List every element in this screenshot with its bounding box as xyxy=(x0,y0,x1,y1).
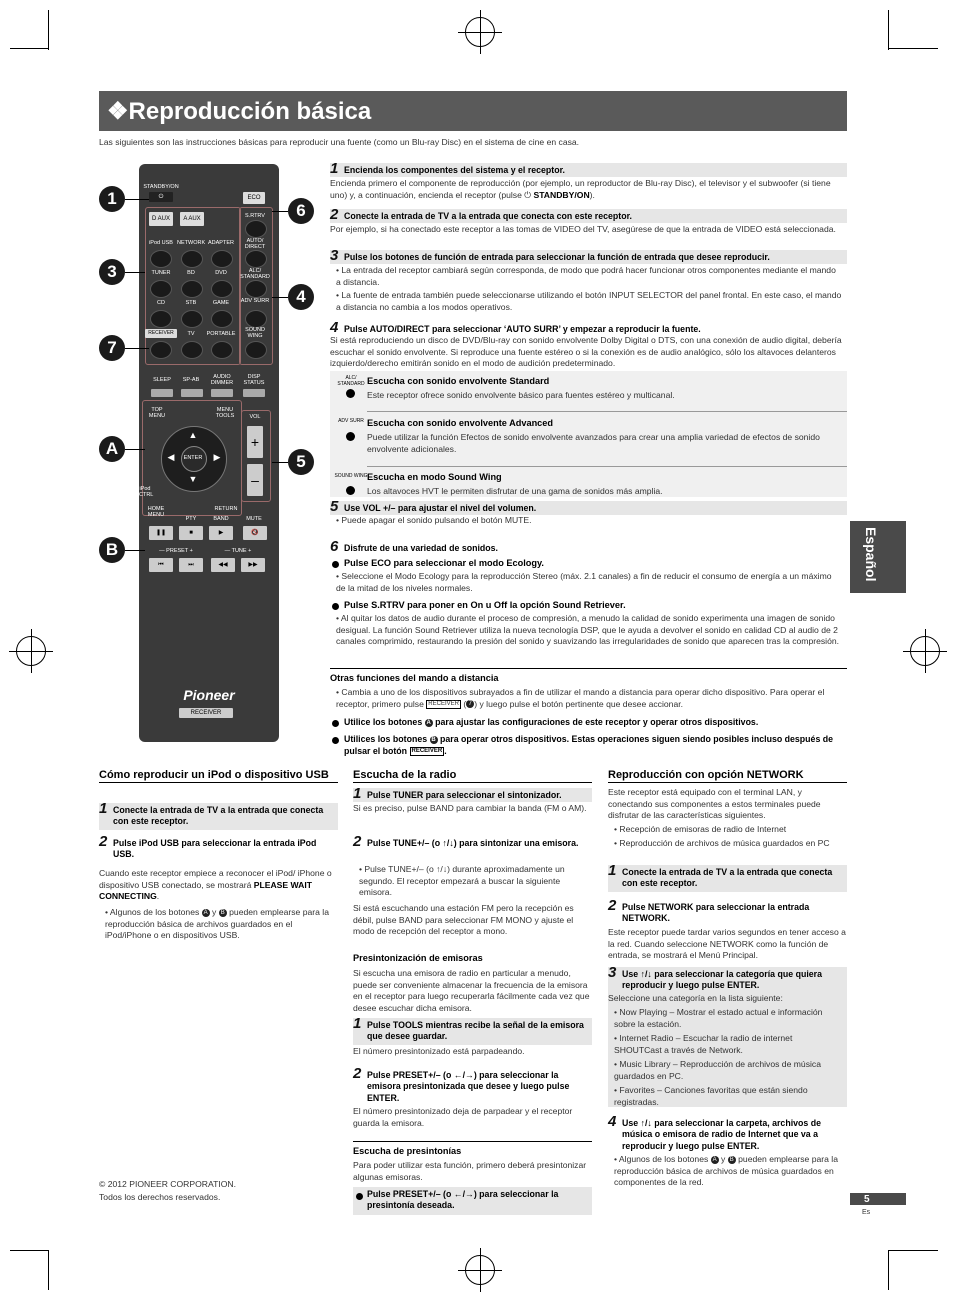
step-title: Pulse PRESET+/– (o ←/→) para seleccionar la presintonía deseada. xyxy=(367,1189,559,1211)
step-1-text: Encienda primero el componente de reproducción (por ejemplo, un reproductor de Blu-ray Disc), el televisor y el subwoofer (si tiene uno) y, a continuación, encienda el receptor (pulse xyxy=(330,178,831,200)
network-bullet-text: pueden emplearse para la reproducción básica de archivos de música guardados en componentes de la red. xyxy=(614,1154,838,1188)
remote-label: MENU TOOLS xyxy=(215,407,235,419)
mode-title: Escucha con sonido envolvente Advanced xyxy=(367,418,554,428)
badge-b-icon: B xyxy=(729,1156,734,1163)
ipod-usb-button xyxy=(150,250,172,268)
mode-button-icon xyxy=(346,389,355,398)
remote-label: ADV SURR xyxy=(240,298,270,304)
step-number: 2 xyxy=(608,897,617,914)
spab-button xyxy=(181,389,203,397)
preset-step-1-body: El número presintonizado está parpadeando. xyxy=(353,1046,525,1056)
callout-7: 7 xyxy=(99,335,125,361)
step-number: 1 xyxy=(353,785,362,802)
step-3 xyxy=(330,247,847,264)
otras-bullet-tail: y luego pulse el botón pertinente que desee accionar. xyxy=(479,698,684,709)
remote-label: SLEEP xyxy=(153,377,171,383)
srtrv-body-text: Al quitar los datos de audio durante el proceso de compresión, a menudo la calidad de sonido experimenta una imagen de sonido desigual. La función Sound Retriever utiliza la nueva tecnología DSP, que le ayuda a devolver el sonido en calidad CD al audio de 2 canales comprimido, restaurando la presión del sonido y suavizando las irregularidades de sonido que aparecen tras la compresión. xyxy=(336,613,840,647)
remote-label: ADAPTER xyxy=(208,240,234,246)
page-number: 5 xyxy=(864,1194,870,1205)
arrow-left-icon: ◀ xyxy=(167,452,175,462)
ipod-body-text: Cuando este receptor empiece a reconocer el iPod/ iPhone o dispositivo USB conectado, se mostrará xyxy=(99,868,332,890)
registration-mark xyxy=(465,1255,495,1285)
otras-item-text: Utilices los botones xyxy=(344,734,428,744)
network-bullet-text: Algunos de los botones xyxy=(618,1154,709,1164)
remote-label: AUTO/ DIRECT xyxy=(244,238,266,250)
step-title: Encienda los componentes del sistema y el receptor. xyxy=(344,165,565,175)
step-5-bullet-text: Puede apagar el sonido pulsando el botón MUTE. xyxy=(341,515,532,525)
remote-label: iPod USB xyxy=(149,240,173,246)
language-tab xyxy=(850,521,906,593)
crop-mark xyxy=(888,1250,938,1251)
presets-body: Si escucha una emisora de radio en particular a menudo, puede ser conveniente almacenar la frecuencia de la emisora en el receptor para luego recuperarla fácilmente cada vez que desee escuchar dicha emisora. xyxy=(353,968,590,1014)
step-5-bullet: • Puede apagar el sonido pulsando el botón MUTE. xyxy=(336,515,532,525)
callout-line xyxy=(272,211,288,212)
intro-text: Las siguientes son las instrucciones básicas para reproducir una fuente (como un Blu-ray Disc) en el sistema de cine en casa. xyxy=(99,137,580,147)
mode-title: Escucha en modo Sound Wing xyxy=(367,472,502,482)
registration-mark xyxy=(465,17,495,47)
srtrv-body: • Al quitar los datos de audio durante el proceso de compresión, a menudo la calidad de sonido experimenta una imagen de sonido desigual. La función Sound Retriever utiliza la nueva tecnología DSP, que le ayuda a devolver el sonido en calidad CD al audio de 2 canales comprimido, restaurando la presión del sonido y suavizando las irregularidades de sonido que aparecen tras la compresión. xyxy=(336,613,840,647)
remote-label: ENTER xyxy=(183,455,203,461)
bullet-dot xyxy=(356,1193,363,1200)
network-category-text: Music Library – Reproducción de archivos de música guardados en PC. xyxy=(614,1059,821,1081)
radio-step-1-body: Si es preciso, pulse BAND para cambiar la banda (FM o AM). xyxy=(353,803,587,813)
remote-control-illustration xyxy=(139,164,279,742)
mode-body: Puede utilizar la función Efectos de sonido envolvente avanzados para crear una amplia variedad de efectos de sonido envolvente adicionales. xyxy=(367,432,820,454)
badge-b-icon: B xyxy=(431,736,436,743)
badge-a-icon: A xyxy=(426,719,431,726)
step-number: 5 xyxy=(330,498,339,515)
callout-line xyxy=(125,348,149,349)
step-title: Use ↑/↓ para seleccionar la carpeta, archivos de música o emisora de radio de Internet que va a reproducir y luego pulse ENTER. xyxy=(622,1118,822,1151)
remote-label: HOME MENU xyxy=(147,506,165,518)
step-title: Conecte la entrada de TV a la entrada que conecta con este receptor. xyxy=(622,867,833,889)
remote-label: BD xyxy=(187,270,195,276)
page-lang-code: Es xyxy=(862,1209,871,1216)
tuner-button xyxy=(150,280,172,298)
audio-button xyxy=(211,389,233,397)
listen-presets-body: Para poder utilizar esta función, primero deberá presintonizar algunas emisoras. xyxy=(353,1160,587,1182)
network-feature: • Reproducción de archivos de música guardados en PC xyxy=(614,838,830,848)
vol-down-button: – xyxy=(247,464,263,496)
network-step-2 xyxy=(608,897,847,927)
remote-label: GAME xyxy=(212,300,230,306)
network-button xyxy=(181,250,203,268)
remote-label: SOUND WING xyxy=(245,327,265,339)
mode-title: Escucha con sonido envolvente Standard xyxy=(367,376,550,386)
step-title: Pulse AUTO/DIRECT para seleccionar ‘AUTO SURR’ y empezar a reproducir la fuente. xyxy=(344,324,701,334)
network-step-3-body: Seleccione una categoría en la lista siguiente: xyxy=(608,993,783,1003)
otras-bullet: • Cambia a uno de los dispositivos subrayados a fin de utilizar el mando a distancia para operar dicho dispositivo. Para operar el receptor, primero pulse RECEIVER ( 7 ) y luego pulse el botón pertinente que desee accionar. xyxy=(336,687,825,709)
title-bar xyxy=(99,91,847,131)
ipod-heading: Cómo reproducir un iPod o dispositivo USB xyxy=(99,768,338,783)
standby-label: STANDBY/ON xyxy=(533,189,590,200)
step-number: 2 xyxy=(353,1065,362,1082)
receiver-round-button xyxy=(150,341,172,359)
game-button xyxy=(211,310,233,328)
mode-button-icon xyxy=(346,432,355,441)
divider xyxy=(353,1141,592,1142)
divider xyxy=(367,466,847,467)
step-title: Use VOL +/– para ajustar el nivel del volumen. xyxy=(344,503,537,513)
network-category-text: Now Playing – Mostrar el estado actual e información sobre la estación. xyxy=(614,1007,823,1029)
standby-button: ⏻ xyxy=(149,192,173,202)
step-title: Disfrute de una variedad de sonidos. xyxy=(344,543,498,553)
network-heading: Reproducción con opción NETWORK xyxy=(608,768,847,783)
page-number-bar xyxy=(850,1193,906,1205)
network-body: Este receptor está equipado con el terminal LAN, y conectando sus componentes a estos terminales puede disfrutar de las características siguientes. xyxy=(608,787,821,821)
step-4-body: Si está reproduciendo un disco de DVD/Blu-ray con sonido envolvente Dolby Digital o DTS, con una conexión de audio digital, debería escuchar el sonido envolvente. Si reproduce una fuente estéreo o si la conexión es de audio analógico, sólo los altavoces delanteros izquierdo/derecho emitirán sonido en el modo de audición predeterminado. xyxy=(330,335,842,369)
radio-bullet: • Pulse TUNE+/– (o ↑/↓) durante aproximadamente un segundo. El receptor empezará a buscar la siguiente emisora. xyxy=(359,864,565,898)
mute-button: 🔇 xyxy=(243,526,267,540)
ipod-body: Cuando este receptor empiece a reconocer el iPod/ iPhone o dispositivo USB conectado, se mostrará PLEASE WAIT CONNECTING. xyxy=(99,868,332,902)
registration-mark xyxy=(16,636,46,666)
remote-label: STANDBY/ON xyxy=(143,184,179,190)
remote-label: S.RTRV xyxy=(245,213,265,219)
crop-mark xyxy=(48,1250,49,1290)
portable-button xyxy=(211,341,233,359)
divider xyxy=(330,668,847,669)
remote-label: NETWORK xyxy=(177,240,206,246)
step-number: 6 xyxy=(330,538,339,555)
bullet-dot xyxy=(332,561,339,568)
network-step-1 xyxy=(608,862,847,892)
callout-5: 5 xyxy=(288,449,314,475)
pause-button: ❚❚ xyxy=(149,526,173,540)
ipod-bullet-text: pueden emplearse para la reproducción básica de archivos guardados en el iPod/iPhone o en dispositivos USB. xyxy=(105,907,329,941)
crop-mark xyxy=(888,10,889,50)
receiver-tag: RECEIVER xyxy=(411,748,443,755)
sleep-button xyxy=(151,389,173,397)
bullet-dot xyxy=(332,603,339,610)
badge-a-icon: A xyxy=(203,909,208,916)
step-number: 2 xyxy=(353,833,362,850)
network-category: • Internet Radio – Escuchar la radio de internet SHOUTCast a través de Network. xyxy=(614,1033,793,1055)
network-category: • Now Playing – Mostrar el estado actual e información sobre la estación. xyxy=(614,1007,823,1029)
step-3-bullet: • La entrada del receptor cambiará según corresponda, de modo que podrá hacer funcionar otros componentes mediante el mando a distancia. xyxy=(336,265,836,287)
listen-presets-heading: Escucha de presintonías xyxy=(353,1146,462,1156)
page-title-text: Reproducción básica xyxy=(128,98,372,125)
radio-step-2 xyxy=(353,833,592,863)
otras-item xyxy=(344,717,844,728)
step-number: 3 xyxy=(608,964,617,981)
step-number: 3 xyxy=(330,247,339,264)
arrow-down-icon: ▼ xyxy=(188,474,198,484)
remote-label: STB xyxy=(185,300,197,306)
brand-logo: Pioneer xyxy=(183,687,235,703)
otras-bullet-text: Cambia a uno de los dispositivos subrayados a fin de utilizar el mando a distancia para operar dicho dispositivo. Para operar el receptor, primero pulse xyxy=(336,687,825,709)
remote-label: MUTE xyxy=(246,516,262,522)
remote-label: PORTABLE xyxy=(206,331,236,337)
step-title: Pulse iPod USB para seleccionar la entrada iPod USB. xyxy=(113,838,317,860)
network-category: • Music Library – Reproducción de archivos de música guardados en PC. xyxy=(614,1059,821,1081)
srtrv-title: Pulse S.RTRV para poner en On u Off la opción Sound Retriever. xyxy=(344,600,626,610)
receiver-label-plate: RECEIVER xyxy=(179,708,233,718)
mode-button-icon xyxy=(346,486,355,495)
ipod-step-2 xyxy=(99,833,338,863)
network-feature: • Recepción de emisoras de radio de Internet xyxy=(614,824,787,834)
remote-label: DVD xyxy=(215,270,227,276)
dvd-button xyxy=(211,280,233,298)
ipod-step-1 xyxy=(99,800,338,830)
remote-label: TV xyxy=(187,331,195,337)
remote-label: AUDIO DIMMER xyxy=(210,374,234,386)
radio-fm-body: Si está escuchando una estación FM pero la recepción es débil, pulse BAND para seleccionar FM MONO y ajuste el modo de recepción del receptor a mono. xyxy=(353,903,574,937)
step-number: 2 xyxy=(330,206,339,223)
crop-mark xyxy=(10,48,48,49)
step-title: Pulse TOOLS mientras recibe la señal de la emisora que desee guardar. xyxy=(367,1020,584,1042)
network-bullet: • Algunos de los botones A y B pueden emplearse para la reproducción básica de archivos de música guardados en componentes de la red. xyxy=(614,1154,838,1188)
tv-button xyxy=(181,341,203,359)
callout-a: A xyxy=(99,436,125,462)
step-title: Use ↑/↓ para seleccionar la categoría que quiera reproducir y luego pulse ENTER. xyxy=(622,969,822,991)
step-title: Pulse PRESET+/– (o ←/→) para seleccionar la emisora presintonizada que desee y luego pulse ENTER. xyxy=(367,1070,570,1103)
crop-mark xyxy=(888,1250,889,1290)
otras-item: Utilices los botones B para operar otros dispositivos. Estas operaciones siguen siendo posibles incluso después de pulsar el botón RECEIVER . xyxy=(344,734,834,756)
eco-body: • Seleccione el Modo Ecology para la reproducción Stereo (máx. 2.1 canales) a fin de reducir el consumo de energía a un máximo de la mitad de los niveles normales. xyxy=(336,571,832,593)
step-3-bullet-text: La entrada del receptor cambiará según corresponda, de modo que podrá hacer funcionar otros componentes mediante el mando a distancia. xyxy=(336,265,836,287)
bullet-dot xyxy=(332,737,339,744)
ipod-bullet: • Algunos de los botones A y B pueden emplearse para la reproducción básica de archivos guardados en el iPod/iPhone o en dispositivos USB. xyxy=(105,907,329,941)
presets-heading: Presintonización de emisoras xyxy=(353,953,483,963)
eco-button: ECO xyxy=(243,192,265,204)
listen-presets-step xyxy=(353,1187,592,1215)
network-step-4 xyxy=(608,1113,847,1154)
step-1 xyxy=(330,160,847,177)
radio-bullet-text: Pulse TUNE+/– (o ↑/↓) durante aproximadamente un segundo. El receptor empezará a buscar la siguiente emisora. xyxy=(359,864,565,898)
preset-step-1 xyxy=(353,1015,592,1045)
srtrv-button xyxy=(245,220,267,238)
callout-b: B xyxy=(99,537,125,563)
mode-label: SOUND WING xyxy=(334,473,368,479)
preset-up-button: ⏭ xyxy=(179,558,203,572)
remote-label: — PRESET + xyxy=(159,548,193,554)
callout-line xyxy=(125,199,149,200)
callout-1: 1 xyxy=(99,186,125,212)
step-3-bullet: • La fuente de entrada también puede seleccionarse utilizando el botón INPUT SELECTOR del panel frontal. En este caso, el mando a distancia no cambia a los modos operativos. xyxy=(336,290,842,312)
remote-label: TOP MENU xyxy=(148,407,166,419)
stb-button xyxy=(181,310,203,328)
callout-line xyxy=(272,297,288,298)
remote-label: VOL xyxy=(249,414,261,420)
callout-6: 6 xyxy=(288,198,314,224)
network-category: • Favorites – Canciones favoritas que están siendo registradas. xyxy=(614,1085,808,1107)
callout-4: 4 xyxy=(288,284,314,310)
vol-up-button: + xyxy=(247,426,263,458)
remote-label: — TUNE + xyxy=(224,548,252,554)
remote-label: ALC/ STANDARD xyxy=(240,268,270,280)
badge-a-icon: A xyxy=(712,1156,717,1163)
remote-label: PTY xyxy=(185,516,197,522)
ipod-bullet-text: Algunos de los botones xyxy=(109,907,200,917)
adv-surr-button xyxy=(245,310,267,328)
aaux-button: A AUX xyxy=(180,212,204,226)
otras-title: Otras funciones del mando a distancia xyxy=(330,673,499,683)
ipod-message: PLEASE WAIT CONNECTING xyxy=(99,879,313,902)
remote-label: CD xyxy=(157,300,165,306)
remote-label: RETURN xyxy=(214,506,238,512)
step-title: Pulse NETWORK para seleccionar la entrada NETWORK. xyxy=(622,902,810,924)
receiver-tag: RECEIVER xyxy=(428,700,459,707)
step-number: 1 xyxy=(99,800,108,817)
tune-down-button: ◀◀ xyxy=(211,558,235,572)
copyright-line: © 2012 PIONEER CORPORATION. xyxy=(99,1179,237,1189)
preset-step-2-body: El número presintonizado deja de parpadear y el receptor guarda la emisora. xyxy=(353,1106,573,1128)
step-title: Pulse TUNER para seleccionar el sintonizador. xyxy=(367,790,562,800)
remote-label: BAND xyxy=(213,516,229,522)
callout-line xyxy=(125,449,145,450)
alc-standard-button xyxy=(245,280,267,298)
preset-down-button: ⏮ xyxy=(149,558,173,572)
disp-button xyxy=(243,389,265,397)
bullet-dot xyxy=(332,720,339,727)
remote-label: DISP STATUS xyxy=(243,374,265,386)
arrow-right-icon: ▶ xyxy=(213,452,221,462)
receiver-button: RECEIVER xyxy=(145,329,177,338)
radio-step-1 xyxy=(353,785,592,802)
step-6 xyxy=(330,538,847,555)
otras-item-text: Utilice los botones xyxy=(344,717,423,727)
step-number: 1 xyxy=(353,1015,362,1032)
mode-label: ALC/ STANDARD xyxy=(337,375,365,387)
step-3-bullet-text: La fuente de entrada también puede seleccionarse utilizando el botón INPUT SELECTOR del panel frontal. En este caso, el mando a distancia no cambia a los modos operativos. xyxy=(336,290,842,312)
network-feature-text: Reproducción de archivos de música guardados en PC xyxy=(619,838,830,848)
eco-title: Pulse ECO para seleccionar el modo Ecology. xyxy=(344,558,544,568)
otras-item-text: para ajustar las configuraciones de este receptor y operar otros dispositivos. xyxy=(435,717,759,727)
otras-item-text: para operar otros dispositivos. Estas operaciones siguen siendo posibles incluso después de pulsar el botón xyxy=(344,734,834,756)
network-step-2-body: Este receptor puede tardar varios segundos en tener acceso a la red. Cuando seleccione NETWORK como la función de entrada, se mostrará el Menú Principal. xyxy=(608,927,846,961)
network-feature-text: Recepción de emisoras de radio de Internet xyxy=(619,824,787,834)
stop-button: ■ xyxy=(179,526,203,540)
step-title: Conecte la entrada de TV a la entrada que conecta con este receptor. xyxy=(113,805,324,827)
step-number: 4 xyxy=(608,1113,617,1130)
sound-wing-button xyxy=(245,341,267,359)
mode-label: ADV SURR xyxy=(338,418,364,424)
step-number: 1 xyxy=(330,160,339,177)
step-title: Pulse los botones de función de entrada para seleccionar la función de entrada que desee reproducir. xyxy=(344,252,770,262)
remote-label: SP-AB xyxy=(182,377,200,383)
badge-b-icon: B xyxy=(220,909,225,916)
network-category-text: Favorites – Canciones favoritas que están siendo registradas. xyxy=(614,1085,808,1107)
step-2-body: Por ejemplo, si ha conectado este receptor a las tomas de VIDEO del TV, asegúrese de que la entrada de VIDEO está seleccionada. xyxy=(330,224,836,234)
step-5 xyxy=(330,498,847,515)
preset-step-2 xyxy=(353,1065,592,1106)
arrow-up-icon: ▲ xyxy=(188,430,198,440)
network-category-text: Internet Radio – Escuchar la radio de internet SHOUTCast a través de Network. xyxy=(614,1033,793,1055)
step-4 xyxy=(330,319,847,336)
step-2 xyxy=(330,206,847,223)
step-number: 1 xyxy=(608,862,617,879)
mode-body: Este receptor ofrece sonido envolvente básico para fuentes estéreo y multicanal. xyxy=(367,390,675,400)
mode-body: Los altavoces HVT le permiten disfrutar de una gama de sonidos más amplia. xyxy=(367,486,663,496)
step-number: 2 xyxy=(99,833,108,850)
divider xyxy=(367,411,847,412)
tune-up-button: ▶▶ xyxy=(241,558,265,572)
callout-line xyxy=(272,462,288,463)
page-title: ❖Reproducción básica xyxy=(107,98,372,125)
crop-mark xyxy=(48,10,49,50)
step-number: 4 xyxy=(330,319,339,336)
play-button: ▶ xyxy=(209,526,233,540)
callout-3: 3 xyxy=(99,259,125,285)
language-tab-label: Español xyxy=(863,527,880,582)
step-title: Conecte la entrada de TV a la entrada que conecta con este receptor. xyxy=(344,211,632,221)
remote-label: iPod CTRL xyxy=(139,486,154,498)
registration-mark xyxy=(910,636,940,666)
eco-body-text: Seleccione el Modo Ecology para la reproducción Stereo (máx. 2.1 canales) a fin de reducir el consumo de energía a un máximo de la mitad de los niveles normales. xyxy=(336,571,832,593)
callout-line xyxy=(125,550,145,551)
crop-mark xyxy=(888,48,938,49)
crop-mark xyxy=(10,1250,48,1251)
step-title: Pulse TUNE+/– (o ↑/↓) para sintonizar una emisora. xyxy=(367,838,579,848)
bd-button xyxy=(181,280,203,298)
adapter-button xyxy=(211,250,233,268)
copyright-line: Todos los derechos reservados. xyxy=(99,1192,221,1202)
callout-line xyxy=(125,272,145,273)
cd-button xyxy=(150,310,172,328)
step-1-body: Encienda primero el componente de reproducción (por ejemplo, un reproductor de Blu-ray Disc), el televisor y el subwoofer (si tiene uno) y, a continuación, encienda el receptor (pulse ⏻ STANDBY/ON). xyxy=(330,178,831,200)
auto-direct-button xyxy=(245,250,267,268)
daux-button: D AUX xyxy=(149,212,173,226)
remote-label: TUNER xyxy=(151,270,171,276)
radio-heading: Escucha de la radio xyxy=(353,768,592,783)
badge-7-icon: 7 xyxy=(466,700,474,708)
